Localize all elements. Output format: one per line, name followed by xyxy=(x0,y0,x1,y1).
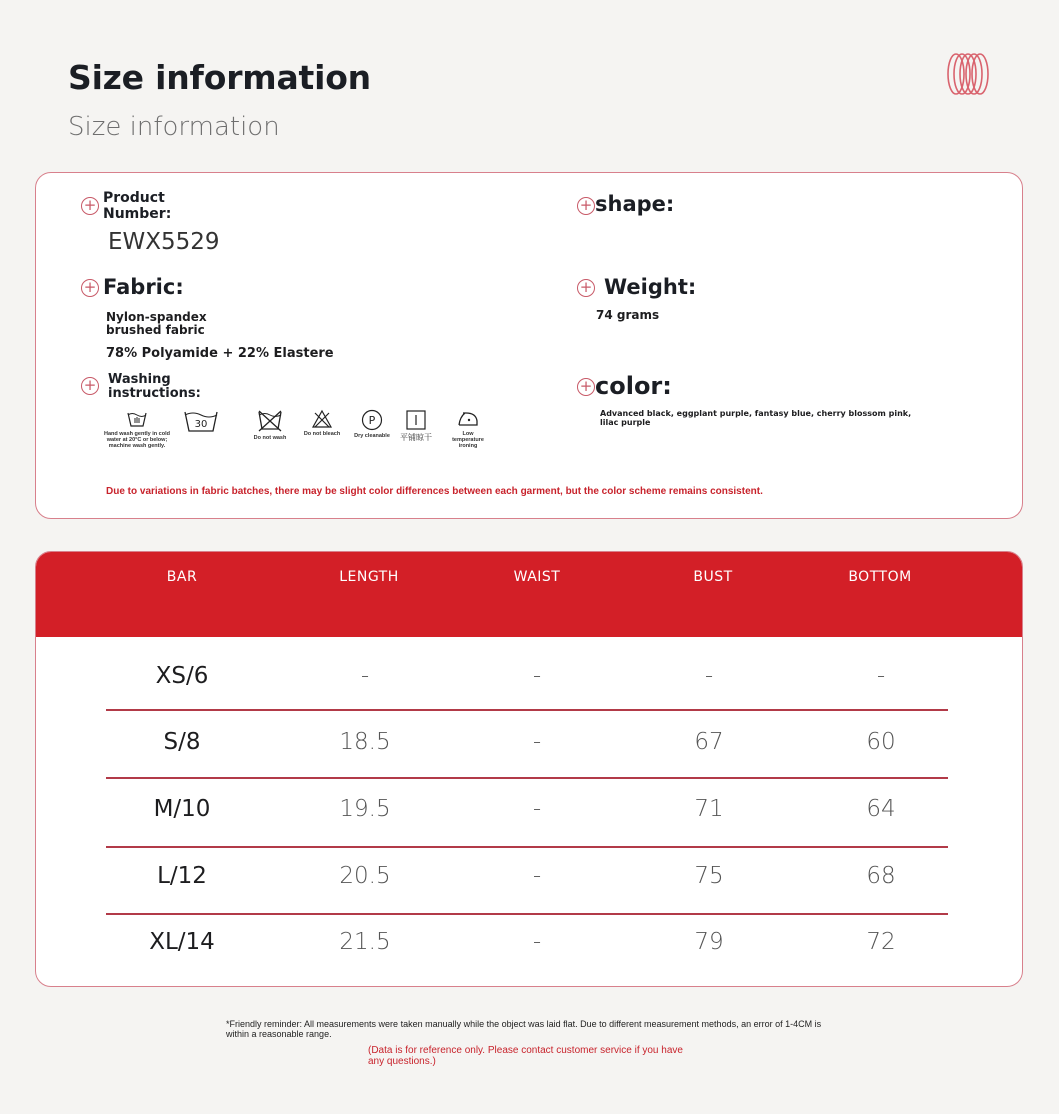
care-caption: Do not bleach xyxy=(303,431,341,437)
size-cell: S/8 xyxy=(163,729,201,755)
length-cell: 20.5 xyxy=(339,863,391,889)
color-value: Advanced black, eggplant purple, fantasy blue, cherry blossom pink, lilac purple xyxy=(600,409,912,427)
flat-dry-icon xyxy=(396,409,436,442)
row-divider xyxy=(106,709,948,711)
bottom-cell: 72 xyxy=(866,929,896,955)
plus-circle-icon: + xyxy=(577,197,595,215)
wash-30-icon xyxy=(181,409,221,433)
table-row xyxy=(106,649,948,715)
care-caption: Dry cleanable xyxy=(354,433,390,439)
bust-cell: 71 xyxy=(694,796,724,822)
reference-note: (Data is for reference only. Please contact customer service if you have any questions.) xyxy=(368,1045,683,1067)
table-row xyxy=(106,915,948,981)
waist-cell: - xyxy=(532,796,542,822)
size-table xyxy=(35,551,1023,987)
column-header-bottom: BOTTOM xyxy=(848,569,912,585)
weight-value: 74 grams xyxy=(596,308,660,322)
product-number-value: EWX5529 xyxy=(108,229,220,255)
table-row xyxy=(106,782,948,848)
bottom-cell: 60 xyxy=(866,729,896,755)
bottom-cell: 68 xyxy=(866,863,896,889)
product-number-label: Product Number: xyxy=(103,190,172,222)
column-header-bust: BUST xyxy=(693,569,733,585)
row-divider xyxy=(106,777,948,779)
care-caption: Do not wash xyxy=(253,435,287,441)
svg-text:30: 30 xyxy=(194,419,208,430)
do-not-bleach-icon xyxy=(302,409,342,437)
waist-cell: - xyxy=(532,729,542,755)
bust-cell: - xyxy=(704,663,714,689)
batch-color-note: Due to variations in fabric batches, there may be slight color differences between each garment, but the color scheme remains consistent. xyxy=(106,486,763,497)
length-cell: 21.5 xyxy=(339,929,391,955)
washing-label: Washing instructions: xyxy=(108,372,201,401)
fabric-composition: 78% Polyamide + 22% Elastere xyxy=(106,346,334,361)
care-caption: 平铺晾干 xyxy=(400,433,432,442)
waist-cell: - xyxy=(532,929,542,955)
bust-cell: 75 xyxy=(694,863,724,889)
plus-circle-icon: + xyxy=(81,279,99,297)
hand-wash-icon xyxy=(102,409,172,449)
product-info-card xyxy=(35,172,1023,519)
bottom-cell: 64 xyxy=(866,796,896,822)
rings-logo-icon xyxy=(944,52,990,96)
table-row xyxy=(106,849,948,915)
svg-text:P: P xyxy=(368,414,376,427)
size-cell: L/12 xyxy=(157,863,207,889)
waist-cell: - xyxy=(532,663,542,689)
column-header-bar: BAR xyxy=(166,569,198,585)
do-not-wash-icon xyxy=(252,409,288,441)
bottom-cell: - xyxy=(876,663,886,689)
size-cell: XS/6 xyxy=(155,663,209,689)
plus-circle-icon: + xyxy=(577,378,595,396)
size-cell: M/10 xyxy=(153,796,211,822)
length-cell: 19.5 xyxy=(339,796,391,822)
low-iron-icon xyxy=(446,409,490,449)
care-caption: Low temperature ironing xyxy=(452,431,484,449)
shape-label: shape: xyxy=(595,192,675,216)
column-header-length: LENGTH xyxy=(339,569,399,585)
plus-circle-icon: + xyxy=(577,279,595,297)
column-header-waist: WAIST xyxy=(513,569,561,585)
plus-circle-icon: + xyxy=(81,377,99,395)
row-divider xyxy=(106,846,948,848)
table-row xyxy=(106,715,948,781)
measurement-reminder: *Friendly reminder: All measurements were taken manually while the object was laid flat. Due to different measurement methods, an error of 1-4CM is within a reasonable range. xyxy=(226,1019,822,1039)
bust-cell: 79 xyxy=(694,929,724,955)
bust-cell: 67 xyxy=(694,729,724,755)
dry-clean-icon xyxy=(352,409,392,439)
waist-cell: - xyxy=(532,863,542,889)
plus-circle-icon: + xyxy=(81,197,99,215)
fabric-label: Fabric: xyxy=(103,275,184,299)
weight-label: Weight: xyxy=(604,275,697,299)
care-caption: Hand wash gently in cold water at 20°C or below; machine wash gently. xyxy=(103,431,170,449)
page-subtitle: Size information xyxy=(68,112,280,142)
page-title: Size information xyxy=(68,58,371,97)
size-table-header xyxy=(36,552,1022,637)
fabric-description: Nylon-spandex brushed fabric xyxy=(106,310,207,337)
color-label: color: xyxy=(595,372,672,400)
size-cell: XL/14 xyxy=(149,929,215,955)
length-cell: 18.5 xyxy=(339,729,391,755)
length-cell: - xyxy=(360,663,370,689)
